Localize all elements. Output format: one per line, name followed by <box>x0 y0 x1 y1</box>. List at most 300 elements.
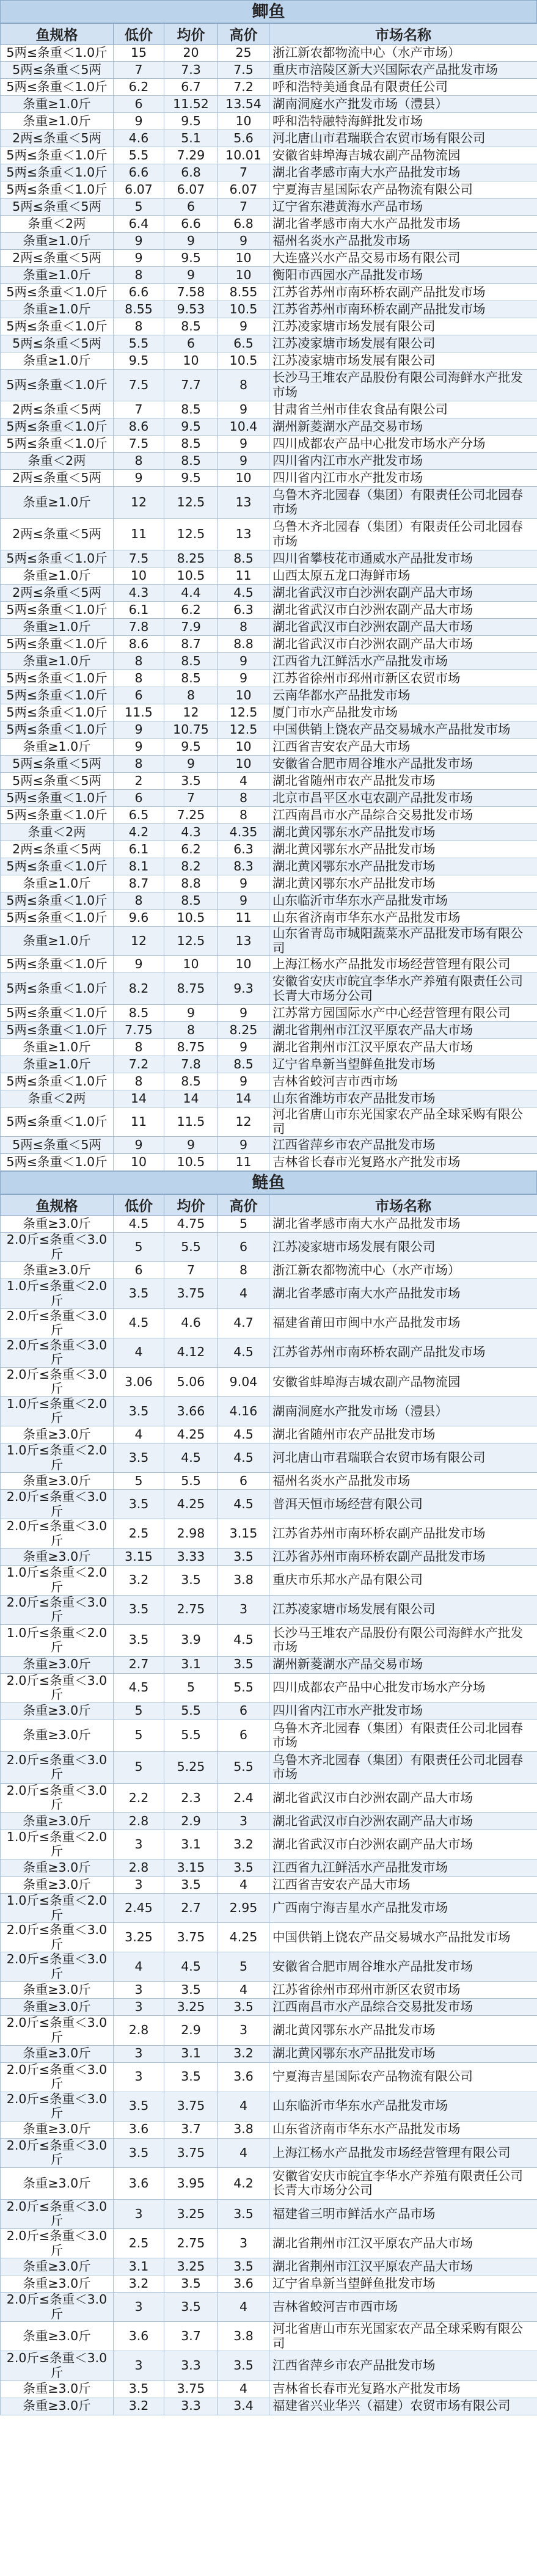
cell-high: 4 <box>218 773 269 790</box>
table-row <box>1 418 537 436</box>
cell-market: 湖北省武汉市白沙洲农副产品大市场 <box>269 1830 537 1859</box>
cell-avg: 6.2 <box>164 841 218 858</box>
cell-low: 8 <box>114 1039 164 1056</box>
cell-avg: 3.75 <box>164 1923 218 1952</box>
cell-market: 安徽省安庆市皖宜李华水产养殖有限责任公司长青大市场分公司 <box>269 973 537 1005</box>
table-row <box>1 790 537 807</box>
cell-market: 呼和浩特融特海鲜批发市场 <box>269 113 537 130</box>
cell-spec: 5两≤条重＜1.0斤 <box>1 1073 114 1090</box>
cell-avg: 9.5 <box>164 470 218 487</box>
cell-high: 8 <box>218 619 269 636</box>
cell-spec: 2.0斤≤条重＜3.0斤 <box>1 2199 114 2228</box>
table-row <box>1 1338 537 1367</box>
cell-spec: 5两≤条重＜1.0斤 <box>1 892 114 910</box>
table-row <box>1 1154 537 1171</box>
cell-high: 8 <box>218 370 269 401</box>
cell-spec: 条重≥3.0斤 <box>1 2381 114 2398</box>
table-row <box>1 1473 537 1490</box>
table-row <box>1 301 537 318</box>
cell-avg: 3.33 <box>164 1549 218 1566</box>
cell-high: 8.5 <box>218 550 269 567</box>
cell-high: 10 <box>218 267 269 284</box>
cell-low: 4.5 <box>114 1216 164 1233</box>
cell-spec: 1.0斤≤条重＜2.0斤 <box>1 1566 114 1595</box>
cell-market: 福州名炎水产品批发市场 <box>269 1473 537 1490</box>
cell-avg: 6.7 <box>164 79 218 96</box>
table-row <box>1 284 537 301</box>
cell-avg: 3.1 <box>164 1656 218 1673</box>
cell-low: 3.5 <box>114 1396 164 1426</box>
cell-spec: 条重≥3.0斤 <box>1 1812 114 1830</box>
cell-low: 3.2 <box>114 1566 164 1595</box>
cell-avg: 4.4 <box>164 585 218 602</box>
cell-avg: 3.5 <box>164 2275 218 2293</box>
cell-low: 9.5 <box>114 352 164 370</box>
cell-low: 6.4 <box>114 216 164 233</box>
table-row <box>1 216 537 233</box>
cell-spec: 5两≤条重＜1.0斤 <box>1 45 114 62</box>
cell-spec: 1.0斤≤条重＜2.0斤 <box>1 1396 114 1426</box>
cell-high: 9.04 <box>218 1367 269 1396</box>
cell-spec: 条重≥3.0斤 <box>1 1426 114 1443</box>
cell-low: 10 <box>114 567 164 585</box>
cell-high: 6 <box>218 1702 269 1720</box>
cell-spec: 2两≤条重＜5两 <box>1 841 114 858</box>
cell-spec: 5两≤条重＜1.0斤 <box>1 181 114 199</box>
cell-low: 6.1 <box>114 602 164 619</box>
table-row <box>1 1367 537 1396</box>
table-row <box>1 910 537 927</box>
cell-high: 8.55 <box>218 284 269 301</box>
cell-spec: 2.0斤≤条重＜3.0斤 <box>1 2138 114 2167</box>
table-row <box>1 2016 537 2045</box>
cell-low: 8 <box>114 756 164 773</box>
cell-spec: 条重≥1.0斤 <box>1 487 114 519</box>
cell-avg: 8.5 <box>164 318 218 335</box>
table-row <box>1 1233 537 1262</box>
cell-high: 12 <box>218 1107 269 1137</box>
cell-avg: 7 <box>164 1262 218 1279</box>
cell-low: 6.1 <box>114 841 164 858</box>
cell-avg: 9 <box>164 1137 218 1154</box>
cell-low: 8 <box>114 670 164 687</box>
cell-market: 乌鲁木齐北园春（集团）有限责任公司北园春市场 <box>269 519 537 550</box>
cell-spec: 条重≥1.0斤 <box>1 619 114 636</box>
cell-high: 6.8 <box>218 216 269 233</box>
cell-market: 湖北黄冈鄂东水产品批发市场 <box>269 841 537 858</box>
cell-high: 5.5 <box>218 1673 269 1702</box>
cell-spec: 条重≥1.0斤 <box>1 267 114 284</box>
cell-avg: 3.1 <box>164 1830 218 1859</box>
cell-market: 湖南洞庭水产批发市场（澧县） <box>269 1396 537 1426</box>
cell-spec: 条重≥3.0斤 <box>1 1549 114 1566</box>
cell-high: 7.5 <box>218 62 269 79</box>
cell-market: 四川省攀枝花市通威水产品批发市场 <box>269 550 537 567</box>
cell-high: 3.8 <box>218 2322 269 2351</box>
cell-high: 5 <box>218 1952 269 1982</box>
table-row <box>1 973 537 1005</box>
cell-spec: 条重≥1.0斤 <box>1 1039 114 1056</box>
cell-avg: 2.7 <box>164 1894 218 1923</box>
cell-avg: 3.75 <box>164 1279 218 1308</box>
cell-market: 湖北省荆州市江汉平原农产品大市场 <box>269 2229 537 2258</box>
cell-spec: 条重≥3.0斤 <box>1 2121 114 2138</box>
cell-low: 15 <box>114 45 164 62</box>
header-row <box>1 1195 537 1216</box>
header-spec: 鱼规格 <box>1 1195 114 1216</box>
cell-avg: 12.5 <box>164 519 218 550</box>
cell-low: 3.5 <box>114 2138 164 2167</box>
cell-low: 2.8 <box>114 1859 164 1877</box>
cell-avg: 3.5 <box>164 2062 218 2092</box>
table-row <box>1 2258 537 2275</box>
table-row <box>1 670 537 687</box>
cell-high: 4.35 <box>218 824 269 841</box>
cell-market: 江西省萍乡市农产品批发市场 <box>269 1137 537 1154</box>
cell-low: 3.2 <box>114 2275 164 2293</box>
cell-spec: 条重≥3.0斤 <box>1 1656 114 1673</box>
cell-high: 3.2 <box>218 2045 269 2062</box>
cell-avg: 7.58 <box>164 284 218 301</box>
cell-avg: 9 <box>164 1005 218 1022</box>
cell-avg: 9.5 <box>164 113 218 130</box>
cell-high: 10.5 <box>218 352 269 370</box>
table-row <box>1 2398 537 2415</box>
cell-high: 8.25 <box>218 1022 269 1039</box>
cell-high: 3.15 <box>218 1519 269 1549</box>
cell-high: 4 <box>218 1877 269 1894</box>
cell-spec: 5两≤条重＜1.0斤 <box>1 790 114 807</box>
cell-low: 8.7 <box>114 875 164 892</box>
cell-market: 江苏省徐州市邳州市新区农贸市场 <box>269 1982 537 1999</box>
cell-market: 湖北黄冈鄂东水产品批发市场 <box>269 824 537 841</box>
cell-high: 4 <box>218 2138 269 2167</box>
cell-market: 广西南宁海吉星水产品批发市场 <box>269 1894 537 1923</box>
table-row <box>1 1812 537 1830</box>
cell-spec: 条重≥3.0斤 <box>1 1702 114 1720</box>
table-row <box>1 335 537 352</box>
cell-market: 江苏省苏州市南环桥农副产品批发市场 <box>269 1549 537 1566</box>
cell-low: 8 <box>114 318 164 335</box>
cell-high: 3 <box>218 2229 269 2258</box>
cell-avg: 3.5 <box>164 1566 218 1595</box>
table-row <box>1 1022 537 1039</box>
cell-high: 4.5 <box>218 1443 269 1473</box>
cell-high: 9.3 <box>218 973 269 1005</box>
cell-high: 4.25 <box>218 1923 269 1952</box>
table-row <box>1 147 537 164</box>
cell-avg: 11.52 <box>164 96 218 113</box>
cell-low: 2.5 <box>114 1519 164 1549</box>
cell-low: 3.1 <box>114 2258 164 2275</box>
cell-avg: 9.5 <box>164 418 218 436</box>
cell-spec: 2两≤条重＜5两 <box>1 401 114 418</box>
cell-spec: 5两≤条重＜1.0斤 <box>1 1154 114 1171</box>
cell-market: 湖北省孝感市南大水产品批发市场 <box>269 1279 537 1308</box>
cell-avg: 6 <box>164 335 218 352</box>
table-row <box>1 487 537 519</box>
table-row <box>1 1877 537 1894</box>
cell-high: 3 <box>218 1812 269 1830</box>
cell-avg: 3.5 <box>164 1877 218 1894</box>
cell-avg: 5.06 <box>164 1367 218 1396</box>
cell-market: 湖北省武汉市白沙洲农副产品大市场 <box>269 1812 537 1830</box>
cell-spec: 5两≤条重＜1.0斤 <box>1 687 114 704</box>
cell-high: 3.8 <box>218 2121 269 2138</box>
table-row <box>1 1702 537 1720</box>
cell-spec: 5两≤条重＜1.0斤 <box>1 973 114 1005</box>
cell-avg: 8.5 <box>164 653 218 670</box>
cell-spec: 5两≤条重＜5两 <box>1 1137 114 1154</box>
cell-low: 3.06 <box>114 1367 164 1396</box>
cell-high: 6 <box>218 1720 269 1751</box>
cell-low: 3.2 <box>114 2398 164 2415</box>
table-row <box>1 1039 537 1056</box>
table-row <box>1 2121 537 2138</box>
cell-avg: 3.3 <box>164 2351 218 2381</box>
cell-spec: 1.0斤≤条重＜2.0斤 <box>1 1894 114 1923</box>
table-row <box>1 181 537 199</box>
cell-avg: 8.75 <box>164 973 218 1005</box>
table-row <box>1 401 537 418</box>
cell-avg: 6 <box>164 199 218 216</box>
cell-avg: 6.8 <box>164 164 218 181</box>
table-row <box>1 2045 537 2062</box>
cell-spec: 5两≤条重＜1.0斤 <box>1 721 114 739</box>
cell-spec: 条重＜2两 <box>1 1090 114 1107</box>
cell-avg: 5.5 <box>164 1473 218 1490</box>
cell-avg: 4.12 <box>164 1338 218 1367</box>
cell-high: 6.3 <box>218 602 269 619</box>
cell-market: 江苏省苏州市南环桥农副产品批发市场 <box>269 1338 537 1367</box>
cell-avg: 3.75 <box>164 2138 218 2167</box>
cell-avg: 3.7 <box>164 2121 218 2138</box>
table-row <box>1 1595 537 1624</box>
cell-avg: 3.75 <box>164 2381 218 2398</box>
cell-avg: 8.5 <box>164 401 218 418</box>
table-row <box>1 858 537 875</box>
cell-high: 13 <box>218 519 269 550</box>
cell-market: 江西省萍乡市农产品批发市场 <box>269 2351 537 2381</box>
cell-market: 湖北省孝感市南大水产品批发市场 <box>269 216 537 233</box>
cell-high: 9 <box>218 653 269 670</box>
cell-low: 5.5 <box>114 147 164 164</box>
cell-market: 福建省兴业华兴（福建）农贸市场有限公司 <box>269 2398 537 2415</box>
cell-spec: 2.0斤≤条重＜3.0斤 <box>1 2092 114 2121</box>
cell-market: 福建省莆田市闽中水产品批发市场 <box>269 1308 537 1338</box>
cell-low: 9 <box>114 721 164 739</box>
cell-avg: 6.07 <box>164 181 218 199</box>
cell-low: 8.6 <box>114 418 164 436</box>
cell-market: 安徽省蚌埠海吉城农副产品物流园 <box>269 1367 537 1396</box>
cell-spec: 5两≤条重＜1.0斤 <box>1 956 114 973</box>
cell-spec: 5两≤条重＜5两 <box>1 199 114 216</box>
cell-market: 湖北省孝感市南大水产品批发市场 <box>269 164 537 181</box>
table-row <box>1 1519 537 1549</box>
cell-low: 6.2 <box>114 79 164 96</box>
table-row <box>1 1566 537 1595</box>
cell-low: 3 <box>114 2351 164 2381</box>
cell-high: 11 <box>218 1154 269 1171</box>
cell-market: 中国供销上饶农产品交易城水产品批发市场 <box>269 1923 537 1952</box>
cell-avg: 3.25 <box>164 2199 218 2228</box>
cell-high: 4.5 <box>218 585 269 602</box>
cell-avg: 12 <box>164 704 218 721</box>
cell-market: 中国供销上饶农产品交易城水产品批发市场 <box>269 721 537 739</box>
cell-market: 山东省潍坊市农产品批发市场 <box>269 1090 537 1107</box>
cell-avg: 8.2 <box>164 858 218 875</box>
cell-avg: 5.5 <box>164 1720 218 1751</box>
cell-high: 7.2 <box>218 79 269 96</box>
table-row <box>1 318 537 335</box>
cell-market: 湖北省武汉市白沙洲农副产品大市场 <box>269 585 537 602</box>
cell-high: 9 <box>218 318 269 335</box>
cell-market: 安徽省合肥市周谷堆水产品批发市场 <box>269 756 537 773</box>
table-row <box>1 956 537 973</box>
cell-low: 6 <box>114 687 164 704</box>
cell-market: 河北省唐山市东光国家农产品全球采购有限公司 <box>269 1107 537 1137</box>
cell-spec: 条重≥3.0斤 <box>1 2045 114 2062</box>
cell-avg: 10 <box>164 352 218 370</box>
table-row <box>1 436 537 453</box>
table-row <box>1 1056 537 1073</box>
cell-market: 甘肃省兰州市佳农食品有限公司 <box>269 401 537 418</box>
cell-market: 江西省九江鲜活水产品批发市场 <box>269 1859 537 1877</box>
cell-avg: 7.8 <box>164 1056 218 1073</box>
cell-spec: 条重≥1.0斤 <box>1 96 114 113</box>
table-row <box>1 602 537 619</box>
table-row <box>1 79 537 96</box>
cell-spec: 5两≤条重＜1.0斤 <box>1 636 114 653</box>
table-row <box>1 892 537 910</box>
cell-market: 福州名炎水产品批发市场 <box>269 233 537 250</box>
cell-market: 江苏凌家塘市场发展有限公司 <box>269 1233 537 1262</box>
cell-market: 辽宁省阜新当望鲜鱼批发市场 <box>269 2275 537 2293</box>
cell-low: 3.25 <box>114 1923 164 1952</box>
table-row <box>1 1673 537 1702</box>
cell-avg: 7.3 <box>164 62 218 79</box>
cell-high: 10 <box>218 739 269 756</box>
cell-market: 宁夏海吉星国际农产品物流有限公司 <box>269 181 537 199</box>
cell-low: 8.55 <box>114 301 164 318</box>
cell-avg: 3.9 <box>164 1624 218 1656</box>
cell-high: 5.6 <box>218 130 269 147</box>
table-row <box>1 1426 537 1443</box>
table-row <box>1 773 537 790</box>
cell-market: 辽宁省阜新当望鲜鱼批发市场 <box>269 1056 537 1073</box>
cell-market: 安徽省蚌埠海吉城农副产品物流园 <box>269 147 537 164</box>
cell-spec: 条重≥1.0斤 <box>1 567 114 585</box>
cell-market: 江西省吉安农产品大市场 <box>269 739 537 756</box>
table-row <box>1 470 537 487</box>
cell-spec: 5两≤条重＜1.0斤 <box>1 807 114 824</box>
cell-low: 4.6 <box>114 130 164 147</box>
cell-avg: 5.25 <box>164 1751 218 1783</box>
cell-low: 8 <box>114 1073 164 1090</box>
cell-low: 5 <box>114 1751 164 1783</box>
cell-market: 安徽省安庆市皖宜李华水产养殖有限责任公司长青大市场分公司 <box>269 2167 537 2199</box>
cell-low: 11.5 <box>114 704 164 721</box>
table-row <box>1 113 537 130</box>
cell-avg: 2.75 <box>164 2229 218 2258</box>
table-row <box>1 1216 537 1233</box>
cell-avg: 8.5 <box>164 1073 218 1090</box>
cell-high: 3.5 <box>218 1999 269 2016</box>
cell-high: 3 <box>218 2016 269 2045</box>
cell-market: 江西省九江鲜活水产品批发市场 <box>269 653 537 670</box>
table-row <box>1 1830 537 1859</box>
cell-spec: 条重≥3.0斤 <box>1 1720 114 1751</box>
table-row <box>1 370 537 401</box>
table-row <box>1 1751 537 1783</box>
cell-low: 6 <box>114 790 164 807</box>
cell-high: 8 <box>218 790 269 807</box>
table-row <box>1 619 537 636</box>
cell-low: 3.5 <box>114 2381 164 2398</box>
cell-spec: 条重≥3.0斤 <box>1 1999 114 2016</box>
cell-market: 江西南昌市水产品综合交易批发市场 <box>269 1999 537 2016</box>
header-market: 市场名称 <box>269 24 537 45</box>
cell-market: 乌鲁木齐北园春（集团）有限责任公司北园春市场 <box>269 1751 537 1783</box>
cell-market: 河北唐山市君瑞联合农贸市场有限公司 <box>269 1443 537 1473</box>
cell-market: 山东省青岛市城阳蔬菜水产品批发市场有限公司 <box>269 927 537 956</box>
cell-low: 2.8 <box>114 2016 164 2045</box>
cell-spec: 条重≥3.0斤 <box>1 2258 114 2275</box>
cell-high: 6.5 <box>218 335 269 352</box>
table-row <box>1 62 537 79</box>
cell-avg: 5.5 <box>164 1702 218 1720</box>
cell-low: 3.5 <box>114 1624 164 1656</box>
table-row <box>1 721 537 739</box>
cell-market: 辽宁省东港黄海水产品市场 <box>269 199 537 216</box>
cell-market: 重庆市涪陵区新大兴国际农产品批发市场 <box>269 62 537 79</box>
header-low: 低价 <box>114 1195 164 1216</box>
cell-spec: 2.0斤≤条重＜3.0斤 <box>1 2293 114 2322</box>
cell-market: 四川省内江市水产批发市场 <box>269 470 537 487</box>
cell-low: 3 <box>114 2199 164 2228</box>
cell-high: 14 <box>218 1090 269 1107</box>
cell-spec: 5两≤条重＜1.0斤 <box>1 436 114 453</box>
cell-market: 江苏凌家塘市场发展有限公司 <box>269 352 537 370</box>
cell-avg: 9 <box>164 267 218 284</box>
cell-avg: 7.25 <box>164 807 218 824</box>
cell-spec: 2两≤条重＜5两 <box>1 250 114 267</box>
cell-low: 5.5 <box>114 335 164 352</box>
cell-high: 3.8 <box>218 1566 269 1595</box>
table-row <box>1 130 537 147</box>
table-row <box>1 704 537 721</box>
cell-high: 4 <box>218 1982 269 1999</box>
cell-low: 3.5 <box>114 1490 164 1519</box>
cell-low: 11 <box>114 1107 164 1137</box>
cell-spec: 1.0斤≤条重＜2.0斤 <box>1 1830 114 1859</box>
cell-avg: 4.3 <box>164 824 218 841</box>
cell-spec: 5两≤条重＜1.0斤 <box>1 858 114 875</box>
table-row <box>1 96 537 113</box>
cell-market: 吉林省蛟河吉市西市场 <box>269 2293 537 2322</box>
cell-high: 9 <box>218 1137 269 1154</box>
table-row <box>1 567 537 585</box>
cell-market: 江苏常方园国际水产中心经营管理有限公司 <box>269 1005 537 1022</box>
table-row <box>1 45 537 62</box>
cell-high: 8.5 <box>218 1056 269 1073</box>
cell-high: 8 <box>218 807 269 824</box>
cell-avg: 3.95 <box>164 2167 218 2199</box>
cell-low: 3 <box>114 1982 164 1999</box>
cell-high: 10 <box>218 470 269 487</box>
cell-spec: 1.0斤≤条重＜2.0斤 <box>1 1443 114 1473</box>
cell-high: 12.5 <box>218 704 269 721</box>
